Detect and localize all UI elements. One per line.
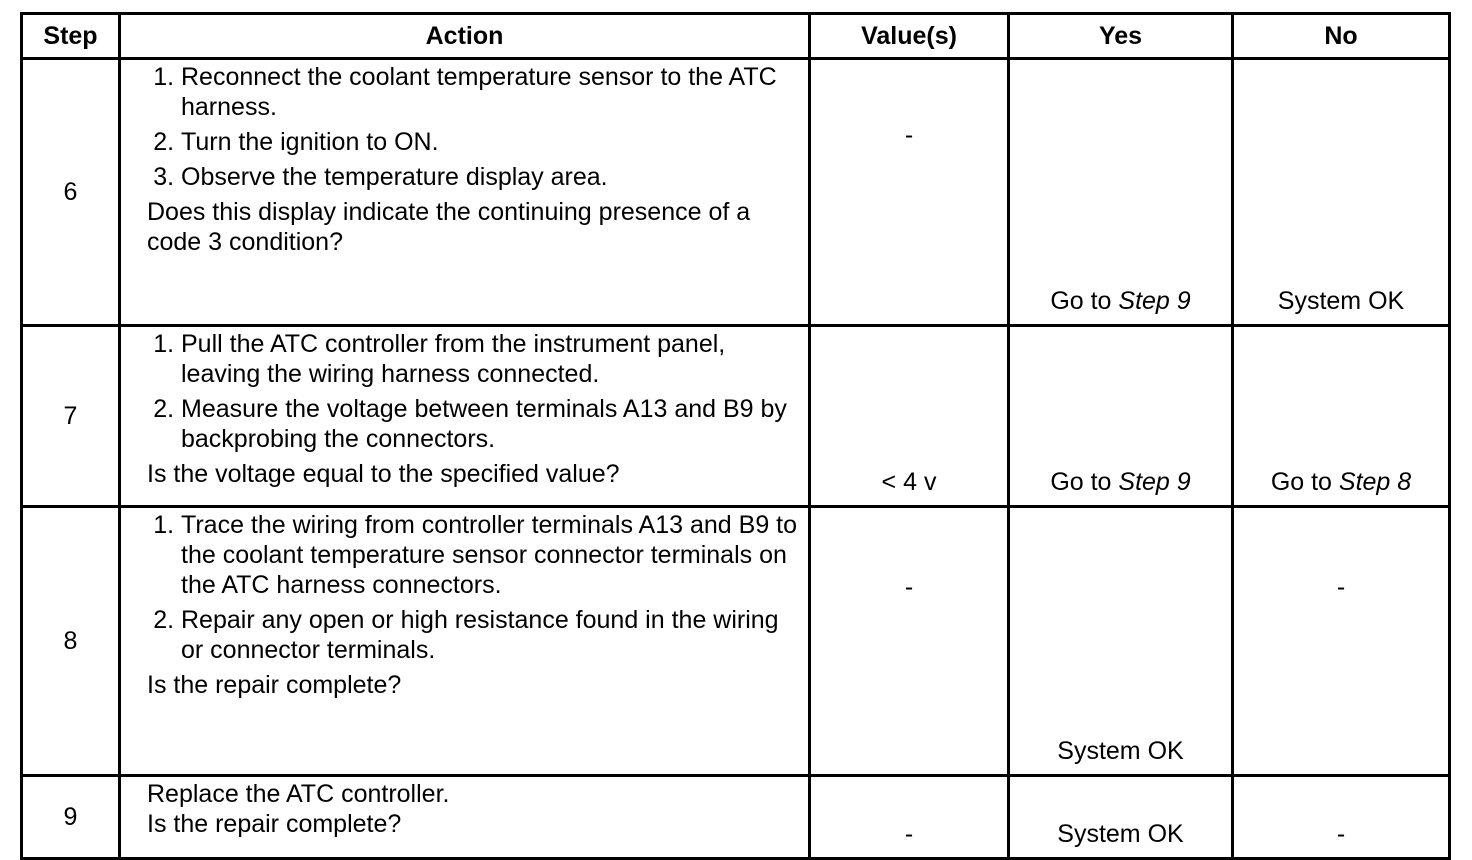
header-no: No xyxy=(1233,14,1450,59)
action-cell xyxy=(120,507,810,776)
yes-prefix: Go to xyxy=(1050,287,1119,315)
no-cell xyxy=(1233,326,1450,507)
step-number: 9 xyxy=(22,776,120,859)
value-cell: - xyxy=(810,776,1009,859)
question-text: Is the voltage equal to the specified value? xyxy=(147,460,620,488)
header-step: Step xyxy=(22,14,120,59)
header-yes: Yes xyxy=(1009,14,1233,59)
action-item: 3. Observe the temperature display area. xyxy=(181,162,798,192)
step-number: 6 xyxy=(22,59,120,326)
no-step-reference: Step 8 xyxy=(1338,468,1412,496)
yes-cell: System OK xyxy=(1009,776,1233,859)
yes-step-reference: Step 9 xyxy=(1118,287,1191,315)
question-text: Is the repair complete? xyxy=(147,671,402,699)
no-cell: - xyxy=(1233,776,1450,859)
action-item: 1. Trace the wiring from controller terminals A13 and B9 to the coolant temperature sensor connector terminals on the ATC harness connectors. xyxy=(181,510,798,600)
yes-cell: System OK xyxy=(1009,507,1233,776)
value-cell: - xyxy=(810,59,1009,326)
value-cell: < 4 v xyxy=(810,326,1009,507)
question-text: Does this display indicate the continuing presence of a code 3 condition? xyxy=(147,198,751,256)
action-list xyxy=(147,510,798,665)
no-prefix: Go to xyxy=(1270,468,1339,496)
header-row xyxy=(22,14,1450,59)
no-cell: System OK xyxy=(1233,59,1450,326)
action-cell xyxy=(120,59,810,326)
action-item: 2. Turn the ignition to ON. xyxy=(181,127,798,157)
action-text: Replace the ATC controller. xyxy=(147,780,450,808)
action-cell xyxy=(120,326,810,507)
yes-step-reference: Step 9 xyxy=(1118,468,1191,496)
yes-cell xyxy=(1009,326,1233,507)
step-number: 7 xyxy=(22,326,120,507)
table-row-step-9 xyxy=(22,776,1450,859)
action-cell xyxy=(120,776,810,859)
action-item: 1. Reconnect the coolant temperature sensor to the ATC harness. xyxy=(181,62,798,122)
yes-cell xyxy=(1009,59,1233,326)
header-values: Value(s) xyxy=(810,14,1009,59)
value-cell: - xyxy=(810,507,1009,776)
diagnostic-table xyxy=(20,12,1451,860)
table-row-step-7 xyxy=(22,326,1450,507)
no-cell: - xyxy=(1233,507,1450,776)
action-item: 2. Measure the voltage between terminals A13 and B9 by backprobing the connectors. xyxy=(181,394,798,454)
action-item: 1. Pull the ATC controller from the instrument panel, leaving the wiring harness connected. xyxy=(181,329,798,389)
yes-prefix: Go to xyxy=(1050,468,1119,496)
table-row-step-8 xyxy=(22,507,1450,776)
question-text: Is the repair complete? xyxy=(147,810,402,838)
action-list xyxy=(147,62,798,192)
table-row-step-6 xyxy=(22,59,1450,326)
header-action: Action xyxy=(120,14,810,59)
action-list xyxy=(147,329,798,454)
step-number: 8 xyxy=(22,507,120,776)
action-item: 2. Repair any open or high resistance found in the wiring or connector terminals. xyxy=(181,605,798,665)
